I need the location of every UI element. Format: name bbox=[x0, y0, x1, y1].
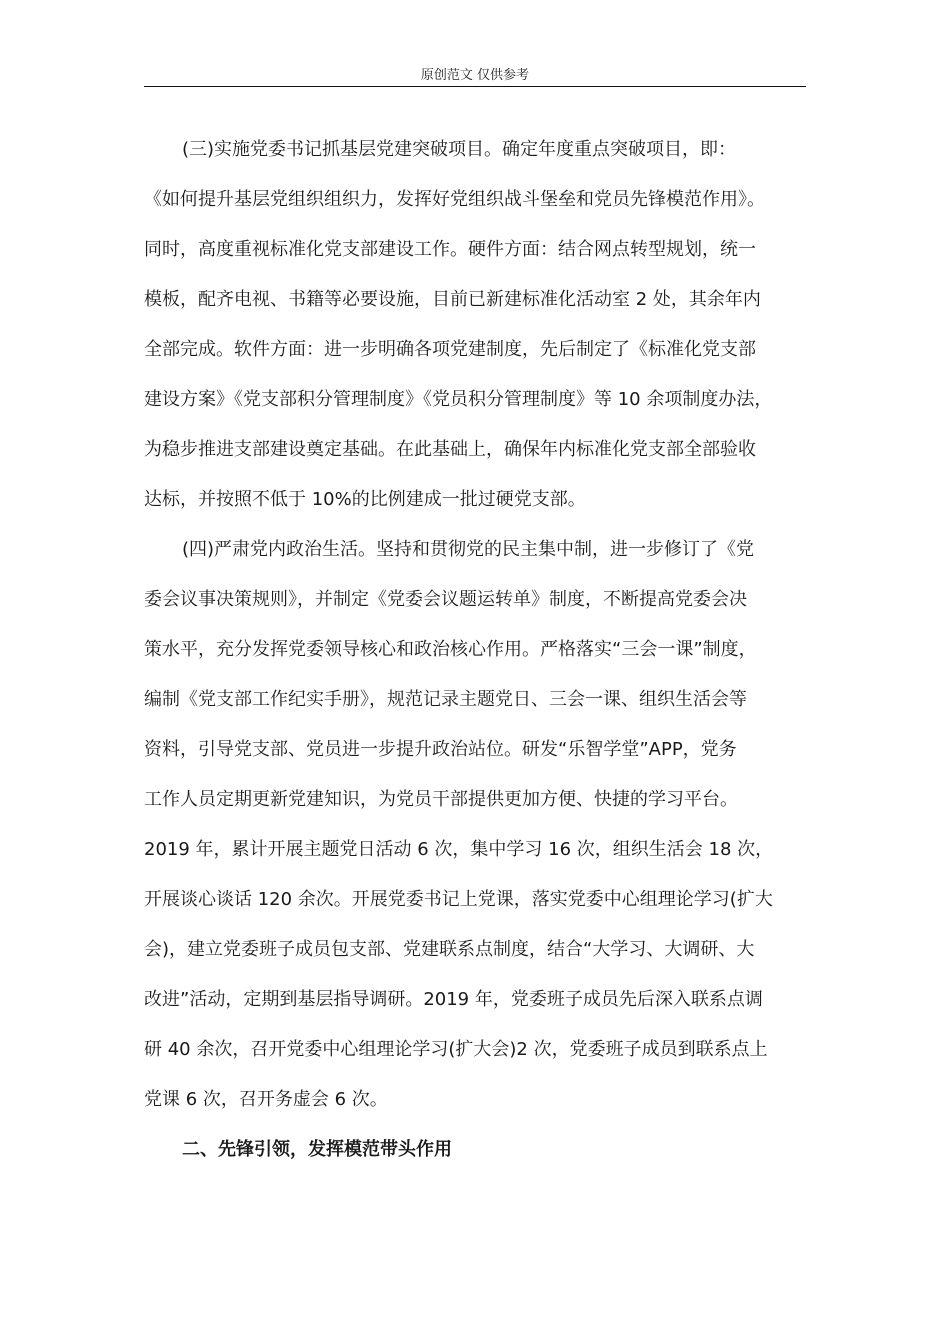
paragraph-4-line-11: 研 40 余次，召开党委中心组理论学习(扩大会)2 次，党委班子成员到联系点上 bbox=[144, 1039, 768, 1060]
header-divider bbox=[144, 86, 806, 87]
document-body bbox=[144, 125, 812, 1175]
paragraph-3-line-2: 《如何提升基层党组织组织力，发挥好党组织战斗堡垒和党员先锋模范作用》。 bbox=[144, 189, 765, 210]
paragraph-4-line-12: 党课 6 次，召开务虚会 6 次。 bbox=[144, 1089, 388, 1110]
paragraph-3-line-7: 为稳步推进支部建设奠定基础。在此基础上，确保年内标准化党支部全部验收 bbox=[144, 439, 756, 460]
page-header: 原创范文 仅供参考 bbox=[420, 68, 530, 83]
paragraph-3-line-4: 模板，配齐电视、书籍等必要设施，目前已新建标准化活动室 2 处，其余年内 bbox=[144, 289, 761, 310]
paragraph-4-line-2: 委会议事决策规则》，并制定《党委会议题运转单》制度，不断提高党委会决 bbox=[144, 589, 747, 610]
paragraph-4-line-1: (四)严肃党内政治生活。坚持和贯彻党的民主集中制，进一步修订了《党 bbox=[182, 539, 755, 560]
paragraph-3-line-8: 达标，并按照不低于 10%的比例建成一批过硬党支部。 bbox=[144, 489, 586, 510]
paragraph-3-line-3: 同时，高度重视标准化党支部建设工作。硬件方面：结合网点转型规划，统一 bbox=[144, 239, 756, 260]
paragraph-4-line-9: 会)，建立党委班子成员包支部、党建联系点制度，结合“大学习、大调研、大 bbox=[144, 939, 755, 960]
section-heading: 二、先锋引领，发挥模范带头作用 bbox=[182, 1139, 452, 1160]
paragraph-4-line-7: 2019 年，累计开展主题党日活动 6 次，集中学习 16 次，组织生活会 18 次， bbox=[144, 839, 774, 860]
paragraph-4-line-5: 资料，引导党支部、党员进一步提升政治站位。研发“乐智学堂”APP，党务 bbox=[144, 739, 737, 760]
paragraph-3-line-6: 建设方案》《党支部积分管理制度》《党员积分管理制度》等 10 余项制度办法， bbox=[144, 389, 773, 410]
paragraph-4-line-10: 改进”活动，定期到基层指导调研。2019 年，党委班子成员先后深入联系点调 bbox=[144, 989, 763, 1010]
paragraph-4-line-6: 工作人员定期更新党建知识，为党员干部提供更加方便、快捷的学习平台。 bbox=[144, 789, 738, 810]
paragraph-3-line-1: (三)实施党委书记抓基层党建突破项目。确定年度重点突破项目，即： bbox=[182, 139, 737, 160]
paragraph-4-line-4: 编制《党支部工作纪实手册》，规范记录主题党日、三会一课、组织生活会等 bbox=[144, 689, 747, 710]
paragraph-4-line-8: 开展谈心谈话 120 余次。开展党委书记上党课，落实党委中心组理论学习(扩大 bbox=[144, 889, 773, 910]
paragraph-4-line-3: 策水平，充分发挥党委领导核心和政治核心作用。严格落实“三会一课”制度， bbox=[144, 639, 757, 660]
paragraph-3-line-5: 全部完成。软件方面：进一步明确各项党建制度，先后制定了《标准化党支部 bbox=[144, 339, 756, 360]
